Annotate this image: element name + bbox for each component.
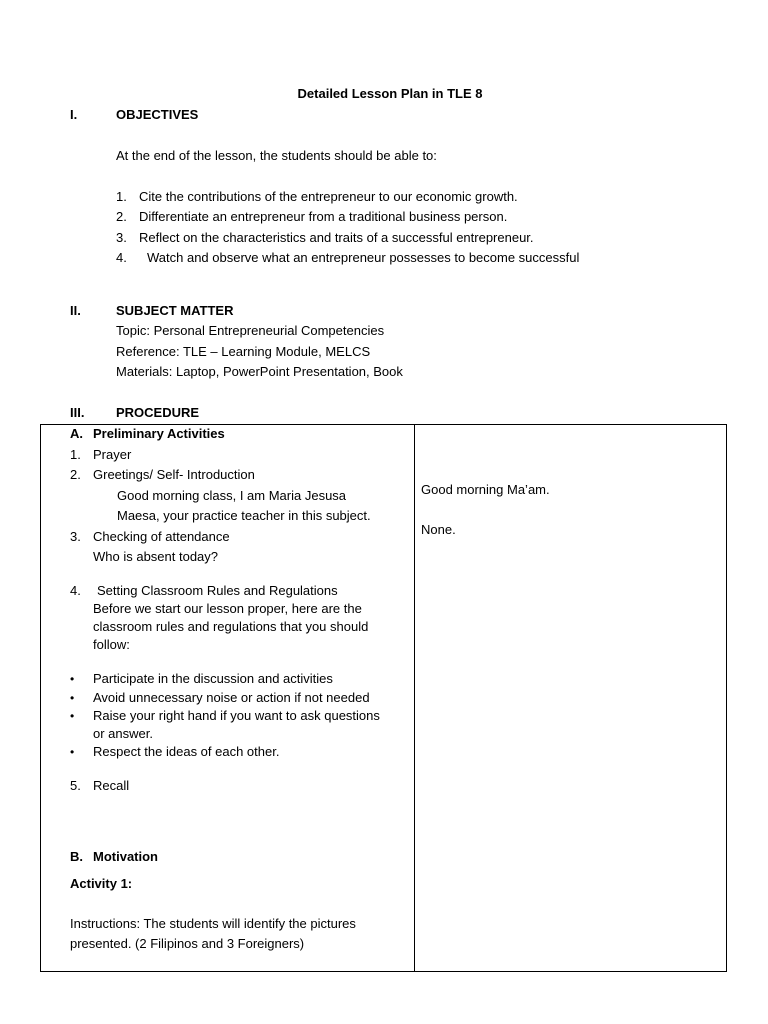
objectives-heading: OBJECTIVES [116,107,199,122]
rule-item-continued: or answer. [93,726,153,741]
bullet-icon: • [70,745,75,759]
objective-number: 2. [116,209,127,224]
step-attendance: Checking of attendance [93,529,230,544]
instructions-line: presented. (2 Filipinos and 3 Foreigners) [70,936,305,951]
preliminary-letter: A. [70,426,83,441]
objectives-intro: At the end of the lesson, the students should be able to: [116,148,437,163]
rules-intro-line: classroom rules and regulations that you should [93,619,369,634]
procedure-heading: PROCEDURE [116,405,200,420]
bullet-icon: • [70,672,75,686]
step-classroom-rules: Setting Classroom Rules and Regulations [97,583,338,598]
document-title: Detailed Lesson Plan in TLE 8 [297,86,483,101]
subject-matter-heading: SUBJECT MATTER [116,303,234,318]
objective-number: 3. [116,230,127,245]
rule-item: Respect the ideas of each other. [93,744,280,759]
preliminary-title: Preliminary Activities [93,426,225,441]
rules-intro-line: follow: [93,637,130,652]
step-number: 3. [70,529,81,544]
greeting-line: Good morning class, I am Maria Jesusa [117,488,347,503]
bullet-icon: • [70,709,75,723]
subject-topic: Topic: Personal Entrepreneurial Competencies [116,323,385,338]
rule-item: Raise your right hand if you want to ask questions [93,708,380,723]
objective-text: Reflect on the characteristics and traits of a successful entrepreneur. [139,230,534,245]
step-number: 2. [70,467,81,482]
procedure-table-divider [414,424,415,972]
instructions-line: Instructions: The students will identify the pictures [70,916,356,931]
attendance-question: Who is absent today? [93,549,219,564]
subject-reference: Reference: TLE – Learning Module, MELCS [116,344,371,359]
objectives-numeral: I. [70,107,78,122]
subject-matter-numeral: II. [70,303,81,318]
objective-text: Watch and observe what an entrepreneur possesses to become successful [147,250,580,265]
step-greetings: Greetings/ Self- Introduction [93,467,255,482]
step-number: 4. [70,583,81,598]
subject-materials: Materials: Laptop, PowerPoint Presentation, Book [116,364,403,379]
rules-intro-line: Before we start our lesson proper, here are the [93,601,362,616]
objective-number: 1. [116,189,127,204]
objective-number: 4. [116,250,127,265]
procedure-numeral: III. [70,405,85,420]
motivation-letter: B. [70,849,83,864]
bullet-icon: • [70,691,75,705]
student-reply: None. [421,522,456,537]
student-reply: Good morning Ma’am. [421,482,550,497]
step-recall: Recall [93,778,130,793]
rule-item: Avoid unnecessary noise or action if not needed [93,690,370,705]
step-number: 1. [70,447,81,462]
greeting-line: Maesa, your practice teacher in this subject. [117,508,371,523]
step-number: 5. [70,778,81,793]
objective-text: Differentiate an entrepreneur from a traditional business person. [139,209,508,224]
objective-text: Cite the contributions of the entrepreneur to our economic growth. [139,189,518,204]
activity-label: Activity 1: [70,876,133,891]
step-prayer: Prayer [93,447,132,462]
motivation-title: Motivation [93,849,158,864]
rule-item: Participate in the discussion and activities [93,671,333,686]
